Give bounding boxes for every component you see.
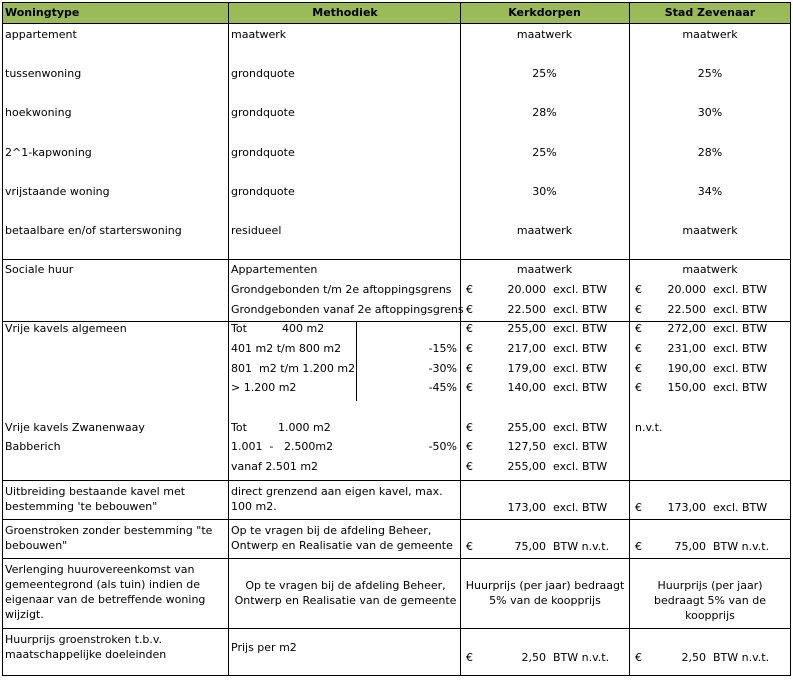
uitbreiding-kerk-amt: 173,00 <box>507 501 546 514</box>
vrije-pct-2: -30% <box>428 362 457 375</box>
vrije-stad-amt-3: 150,00 <box>667 381 706 394</box>
groen-type: Groenstroken zonder bestemming "te bebouwen" <box>5 524 213 552</box>
row-betaalbaar-method: residueel <box>231 224 282 237</box>
sociale-method-0: Appartementen <box>231 263 318 276</box>
sociale-type: Sociale huur <box>5 263 74 276</box>
verlenging-type: Verlenging huurovereenkomst van gemeentegrond (als tuin) indien de eigenaar van de betreffende woning wijzigt. <box>5 563 206 621</box>
uitbreiding-kerk-suffix: excl. BTW <box>553 501 608 514</box>
euro-sign: € <box>635 283 642 296</box>
zwanen-kerk-amt-1: 127,50 <box>507 440 546 453</box>
grid-line <box>2 628 791 629</box>
euro-sign: € <box>635 362 642 375</box>
euro-sign: € <box>466 322 473 335</box>
euro-sign: € <box>635 303 642 316</box>
header-methodiek: Methodiek <box>312 6 378 19</box>
uitbreiding-stad-suffix: excl. BTW <box>713 501 768 514</box>
row-tussenwoning-type: tussenwoning <box>5 67 82 80</box>
euro-sign: € <box>466 540 473 553</box>
uitbreiding-method: direct grenzend aan eigen kavel, max. 100 m2. <box>231 485 443 513</box>
euro-sign: € <box>466 421 473 434</box>
euro-sign: € <box>635 322 642 335</box>
excl-label: excl. BTW <box>713 342 768 355</box>
row-kapwoning-type: 2^1-kapwoning <box>5 146 92 159</box>
euro-sign: € <box>635 651 642 664</box>
row-appartement-stad: maatwerk <box>682 28 738 41</box>
row-vrijstaand-kerk: 30% <box>532 185 557 198</box>
grid-line <box>2 259 791 260</box>
huurprijs-method: Prijs per m2 <box>231 641 297 654</box>
vrije-stad-amt-2: 190,00 <box>667 362 706 375</box>
euro-sign: € <box>635 342 642 355</box>
grid-line <box>790 2 791 676</box>
groen-kerk-suffix: BTW n.v.t. <box>553 540 610 553</box>
row-tussenwoning-kerk: 25% <box>532 67 557 80</box>
vrije-range2-0: 400 m2 <box>282 322 325 335</box>
excl-label: excl. BTW <box>553 362 608 375</box>
zwanen-type-2: Babberich <box>5 440 61 453</box>
zwanen-range2-0: 1.000 m2 <box>278 421 331 434</box>
groen-kerk-amt: 75,00 <box>514 540 546 553</box>
row-betaalbaar-type: betaalbare en/of starterswoning <box>5 224 182 237</box>
euro-sign: € <box>466 283 473 296</box>
sociale-method-2: Grondgebonden vanaf 2e aftoppingsgrens <box>231 303 464 316</box>
row-hoekwoning-kerk: 28% <box>532 106 557 119</box>
grid-line <box>2 558 791 559</box>
euro-sign: € <box>635 540 642 553</box>
huurprijs-kerk-suffix: BTW n.v.t. <box>553 651 610 664</box>
sociale-stad-suffix-2: excl. BTW <box>713 303 768 316</box>
row-kapwoning-kerk: 25% <box>532 146 557 159</box>
grid-line <box>460 2 461 676</box>
excl-label: excl. BTW <box>553 342 608 355</box>
excl-label: excl. BTW <box>713 362 768 375</box>
row-hoekwoning-method: grondquote <box>231 106 295 119</box>
row-hoekwoning-stad: 30% <box>697 106 723 119</box>
verlenging-kerk: Huurprijs (per jaar) bedraagt 5% van de koopprijs <box>465 579 625 607</box>
verlenging-method: Op te vragen bij de afdeling Beheer, Ontwerp en Realisatie van de gemeente <box>234 579 457 607</box>
huurprijs-type: Huurprijs groenstroken t.b.v. maatschappelijke doeleinden <box>5 633 167 661</box>
groen-method: Op te vragen bij de afdeling Beheer, Ontwerp en Realisatie van de gemeente <box>231 524 453 552</box>
row-hoekwoning-type: hoekwoning <box>5 106 72 119</box>
verlenging-stad: Huurprijs (per jaar) bedraagt 5% van de koopprijs <box>654 579 766 622</box>
vrije-range-1: 401 m2 t/m 800 m2 <box>231 342 342 355</box>
euro-sign: € <box>466 381 473 394</box>
grid-line <box>629 2 630 676</box>
header-stad-zevenaar: Stad Zevenaar <box>664 6 756 19</box>
excl-label: excl. BTW <box>553 322 608 335</box>
sociale-stad-amt-2: 22.500 <box>667 303 706 316</box>
vrije-kerk-amt-1: 217,00 <box>507 342 546 355</box>
vrije-kerk-amt-0: 255,00 <box>507 322 546 335</box>
vrije-kerk-amt-3: 140,00 <box>507 381 546 394</box>
euro-sign: € <box>635 501 642 514</box>
uitbreiding-type: Uitbreiding bestaande kavel met bestemming 'te bebouwen" <box>5 485 186 513</box>
vrije-range-2: 801 m2 t/m 1.200 m2 <box>231 362 356 375</box>
euro-sign: € <box>466 342 473 355</box>
row-tussenwoning-stad: 25% <box>697 67 723 80</box>
huurprijs-stad-suffix: BTW n.v.t. <box>713 651 770 664</box>
header-woningtype: Woningtype <box>5 6 80 19</box>
row-betaalbaar-kerk: maatwerk <box>516 224 573 237</box>
excl-label: excl. BTW <box>713 381 768 394</box>
row-betaalbaar-stad: maatwerk <box>682 224 738 237</box>
row-appartement-method: maatwerk <box>231 28 287 41</box>
vrije-range-0: Tot <box>231 322 247 335</box>
grid-line <box>2 519 791 520</box>
zwanen-suffix-0: excl. BTW <box>553 421 608 434</box>
zwanen-suffix-2: excl. BTW <box>553 460 608 473</box>
sociale-kerk-suffix-2: excl. BTW <box>553 303 608 316</box>
grid-line <box>228 2 229 676</box>
vrije-pct-3: -45% <box>428 381 457 394</box>
sociale-method-1: Grondgebonden t/m 2e aftoppingsgrens <box>231 283 452 296</box>
row-appartement-kerk: maatwerk <box>516 28 573 41</box>
euro-sign: € <box>466 460 473 473</box>
zwanen-range-0: Tot <box>231 421 247 434</box>
euro-sign: € <box>466 651 473 664</box>
zwanen-pct-1: -50% <box>428 440 457 453</box>
sociale-stad-0: maatwerk <box>682 263 738 276</box>
groen-stad-suffix: BTW n.v.t. <box>713 540 770 553</box>
sociale-kerk-amt-2: 22.500 <box>507 303 546 316</box>
euro-sign: € <box>635 381 642 394</box>
uitbreiding-stad-amt: 173,00 <box>667 501 706 514</box>
row-vrijstaand-type: vrijstaande woning <box>5 185 110 198</box>
huurprijs-stad-amt: 2,50 <box>681 651 706 664</box>
euro-sign: € <box>466 440 473 453</box>
excl-label: excl. BTW <box>713 322 768 335</box>
euro-sign: € <box>466 362 473 375</box>
row-vrijstaand-method: grondquote <box>231 185 295 198</box>
vrije-range-3: > 1.200 m2 <box>231 381 297 394</box>
sociale-kerk-amt-1: 20.000 <box>507 283 546 296</box>
zwanen-suffix-1: excl. BTW <box>553 440 608 453</box>
zwanen-kerk-amt-0: 255,00 <box>507 421 546 434</box>
sociale-kerk-0: maatwerk <box>516 263 573 276</box>
grid-line <box>2 2 3 676</box>
header-kerkdorpen: Kerkdorpen <box>508 6 581 19</box>
grid-line <box>356 322 357 401</box>
row-tussenwoning-method: grondquote <box>231 67 295 80</box>
zwanen-kerk-amt-2: 255,00 <box>507 460 546 473</box>
grid-line <box>2 480 791 481</box>
vrije-pct-1: -15% <box>428 342 457 355</box>
vrije-kerk-amt-2: 179,00 <box>507 362 546 375</box>
vrije-stad-amt-0: 272,00 <box>667 322 706 335</box>
excl-label: excl. BTW <box>553 381 608 394</box>
grid-line <box>2 2 791 3</box>
sociale-kerk-suffix-1: excl. BTW <box>553 283 608 296</box>
zwanen-stad: n.v.t. <box>635 421 663 434</box>
groen-stad-amt: 75,00 <box>674 540 706 553</box>
sociale-stad-amt-1: 20.000 <box>667 283 706 296</box>
sociale-stad-suffix-1: excl. BTW <box>713 283 768 296</box>
zwanen-type-1: Vrije kavels Zwanenwaay <box>5 421 145 434</box>
zwanen-range-1: 1.001 - 2.500m2 <box>231 440 334 453</box>
row-kapwoning-stad: 28% <box>697 146 723 159</box>
vrije-stad-amt-1: 231,00 <box>667 342 706 355</box>
grid-line <box>2 23 791 24</box>
row-kapwoning-method: grondquote <box>231 146 295 159</box>
zwanen-range-2: vanaf 2.501 m2 <box>231 460 319 473</box>
euro-sign: € <box>466 303 473 316</box>
huurprijs-kerk-amt: 2,50 <box>521 651 546 664</box>
grid-line <box>2 675 791 676</box>
row-vrijstaand-stad: 34% <box>697 185 723 198</box>
vrije-type: Vrije kavels algemeen <box>5 322 127 335</box>
row-appartement-type: appartement <box>5 28 77 41</box>
